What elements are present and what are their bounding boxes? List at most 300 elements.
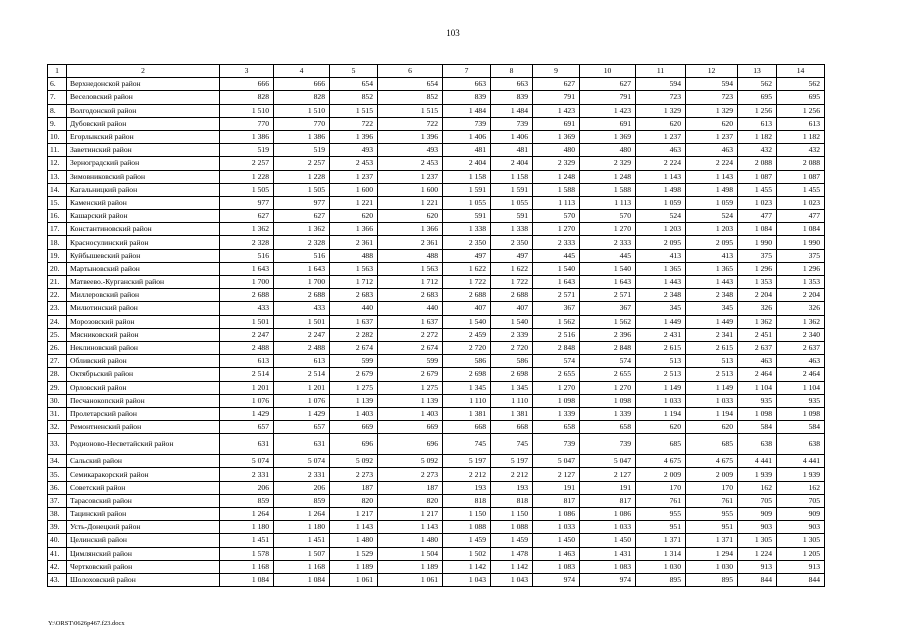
value-cell: 1 237 [330,170,378,183]
value-cell: 2 404 [491,157,533,170]
value-cell: 2 679 [378,368,443,381]
value-cell: 1 030 [636,560,686,573]
row-number: 27. [48,355,67,368]
column-header: 5 [330,65,378,78]
value-cell: 2 088 [738,157,777,170]
table-row [48,368,825,381]
value-cell: 2 328 [274,236,330,249]
value-cell: 2 655 [533,368,580,381]
value-cell: 2 720 [443,341,491,354]
value-cell: 519 [274,144,330,157]
value-cell: 1 203 [686,223,738,236]
district-name: Чертковский район [67,560,220,573]
value-cell: 1 061 [378,573,443,586]
value-cell: 1 023 [777,196,825,209]
value-cell: 440 [378,302,443,315]
value-cell: 1 087 [738,170,777,183]
value-cell: 1 515 [330,104,378,117]
value-cell: 2 095 [636,236,686,249]
value-cell: 1 275 [330,381,378,394]
value-cell: 1 463 [533,547,580,560]
value-cell: 2 257 [274,157,330,170]
column-header: 10 [580,65,636,78]
table-row [48,157,825,170]
value-cell: 2 514 [274,368,330,381]
value-cell: 1 510 [274,104,330,117]
value-cell: 2 674 [330,341,378,354]
row-number: 26. [48,341,67,354]
value-cell: 1 084 [274,573,330,586]
value-cell: 770 [220,117,274,130]
value-cell: 2 513 [686,368,738,381]
value-cell: 1 588 [533,183,580,196]
value-cell: 2 257 [220,157,274,170]
value-cell: 1 256 [738,104,777,117]
value-cell: 1 451 [220,534,274,547]
value-cell: 745 [443,434,491,455]
value-cell: 1 507 [274,547,330,560]
value-cell: 1 622 [443,262,491,275]
value-cell: 2 571 [533,289,580,302]
value-cell: 2 273 [330,468,378,481]
value-cell: 1 088 [491,521,533,534]
value-cell: 613 [738,117,777,130]
value-cell: 695 [777,91,825,104]
value-cell: 206 [220,481,274,494]
value-cell: 2 637 [738,341,777,354]
value-cell: 193 [491,481,533,494]
value-cell: 493 [378,144,443,157]
value-cell: 613 [220,355,274,368]
value-cell: 2 516 [533,328,580,341]
value-cell: 620 [636,421,686,434]
value-cell: 367 [533,302,580,315]
table-row [48,328,825,341]
value-cell: 663 [443,78,491,91]
value-cell: 1 353 [777,276,825,289]
value-cell: 1 296 [777,262,825,275]
value-cell: 433 [274,302,330,315]
column-header: 11 [636,65,686,78]
district-name: Усть-Донецкий район [67,521,220,534]
value-cell: 1 540 [491,315,533,328]
value-cell: 1 098 [777,407,825,420]
value-cell: 4 675 [686,455,738,468]
value-cell: 761 [686,494,738,507]
value-cell: 1 248 [580,170,636,183]
value-cell: 2 688 [220,289,274,302]
value-cell: 1 270 [533,223,580,236]
table-row [48,249,825,262]
value-cell: 1 055 [491,196,533,209]
value-cell: 477 [777,210,825,223]
value-cell: 2 361 [330,236,378,249]
value-cell: 497 [443,249,491,262]
value-cell: 2 127 [580,468,636,481]
value-cell: 1 502 [443,547,491,560]
value-cell: 1 396 [330,130,378,143]
table-row [48,341,825,354]
district-name: Тарасовский район [67,494,220,507]
value-cell: 620 [378,210,443,223]
value-cell: 1 643 [533,276,580,289]
value-cell: 1 221 [378,196,443,209]
value-cell: 2 451 [738,328,777,341]
value-cell: 1 182 [738,130,777,143]
value-cell: 1 139 [378,394,443,407]
district-name: Веселовский район [67,91,220,104]
value-cell: 2 720 [491,341,533,354]
value-cell: 820 [378,494,443,507]
value-cell: 1 591 [443,183,491,196]
table-row [48,302,825,315]
value-cell: 193 [443,481,491,494]
value-cell: 2 348 [686,289,738,302]
value-cell: 1 643 [220,262,274,275]
value-cell: 1 248 [533,170,580,183]
value-cell: 170 [686,481,738,494]
row-number: 14. [48,183,67,196]
value-cell: 723 [686,91,738,104]
district-name: Октябрьский район [67,368,220,381]
district-name: Миллеровский район [67,289,220,302]
value-cell: 574 [533,355,580,368]
row-number: 18. [48,236,67,249]
value-cell: 820 [330,494,378,507]
value-cell: 1 451 [274,534,330,547]
value-cell: 1 086 [533,508,580,521]
value-cell: 859 [274,494,330,507]
value-cell: 4 441 [738,455,777,468]
value-cell: 668 [443,421,491,434]
value-cell: 895 [636,573,686,586]
row-number: 42. [48,560,67,573]
column-header: 2 [67,65,220,78]
value-cell: 591 [443,210,491,223]
value-cell: 1 369 [580,130,636,143]
value-cell: 685 [686,434,738,455]
value-cell: 1 562 [533,315,580,328]
value-cell: 1 180 [220,521,274,534]
value-cell: 844 [738,573,777,586]
value-cell: 1 189 [330,560,378,573]
value-cell: 187 [330,481,378,494]
value-cell: 1 563 [330,262,378,275]
value-cell: 599 [330,355,378,368]
row-number: 41. [48,547,67,560]
value-cell: 2 329 [580,157,636,170]
value-cell: 584 [777,421,825,434]
value-cell: 1 478 [491,547,533,560]
value-cell: 5 074 [274,455,330,468]
column-header: 3 [220,65,274,78]
value-cell: 2 328 [220,236,274,249]
value-cell: 1 362 [220,223,274,236]
value-cell: 1 563 [378,262,443,275]
value-cell: 1 362 [274,223,330,236]
value-cell: 1 149 [636,381,686,394]
value-cell: 859 [220,494,274,507]
value-cell: 1 700 [220,276,274,289]
value-cell: 2 350 [491,236,533,249]
value-cell: 1 637 [378,315,443,328]
value-cell: 613 [274,355,330,368]
value-cell: 2 340 [777,328,825,341]
column-header: 6 [378,65,443,78]
value-cell: 1 098 [738,407,777,420]
value-cell: 170 [636,481,686,494]
row-number: 34. [48,455,67,468]
district-name: Песчанокопский район [67,394,220,407]
table-row [48,117,825,130]
value-cell: 1 023 [738,196,777,209]
value-cell: 657 [274,421,330,434]
value-cell: 739 [443,117,491,130]
value-cell: 463 [686,144,738,157]
value-cell: 1 083 [580,560,636,573]
value-cell: 895 [686,573,738,586]
value-cell: 2 683 [378,289,443,302]
value-cell: 1 201 [274,381,330,394]
row-number: 37. [48,494,67,507]
value-cell: 586 [491,355,533,368]
value-cell: 1 270 [580,223,636,236]
value-cell: 432 [738,144,777,157]
table-row [48,236,825,249]
value-cell: 206 [274,481,330,494]
value-cell: 974 [580,573,636,586]
value-cell: 1 142 [443,560,491,573]
value-cell: 1 139 [330,394,378,407]
district-name: Цимлянский район [67,547,220,560]
column-header: 13 [738,65,777,78]
value-cell: 828 [220,91,274,104]
value-cell: 1 143 [636,170,686,183]
value-cell: 722 [330,117,378,130]
value-cell: 761 [636,494,686,507]
value-cell: 1 270 [580,381,636,394]
value-cell: 2 464 [777,368,825,381]
table-row [48,394,825,407]
value-cell: 524 [636,210,686,223]
district-name: Родионово-Несветайский район [67,434,220,455]
value-cell: 2 674 [378,341,443,354]
value-cell: 5 197 [443,455,491,468]
value-cell: 666 [220,78,274,91]
value-cell: 1 158 [491,170,533,183]
value-cell: 2 333 [533,236,580,249]
column-header: 7 [443,65,491,78]
value-cell: 1 345 [443,381,491,394]
value-cell: 599 [378,355,443,368]
value-cell: 1 338 [443,223,491,236]
value-cell: 2 341 [686,328,738,341]
value-cell: 2 698 [443,368,491,381]
district-name: Зимовниковский район [67,170,220,183]
district-name: Кагальницкий район [67,183,220,196]
value-cell: 913 [777,560,825,573]
value-cell: 493 [330,144,378,157]
value-cell: 1 459 [491,534,533,547]
value-cell: 1 712 [330,276,378,289]
value-cell: 2 273 [378,468,443,481]
value-cell: 1 578 [220,547,274,560]
row-number: 35. [48,468,67,481]
value-cell: 1 484 [491,104,533,117]
table-row [48,104,825,117]
value-cell: 1 431 [580,547,636,560]
value-cell: 1 362 [738,315,777,328]
value-cell: 1 369 [533,130,580,143]
value-cell: 2 431 [636,328,686,341]
column-header: 9 [533,65,580,78]
value-cell: 432 [777,144,825,157]
table-row [48,494,825,507]
district-name: Красносулинский район [67,236,220,249]
row-number: 38. [48,508,67,521]
value-cell: 658 [580,421,636,434]
value-cell: 1 205 [777,547,825,560]
value-cell: 1 059 [636,196,686,209]
table-row [48,521,825,534]
value-cell: 654 [378,78,443,91]
value-cell: 839 [443,91,491,104]
value-cell: 326 [738,302,777,315]
value-cell: 1 158 [443,170,491,183]
value-cell: 5 047 [580,455,636,468]
value-cell: 1 371 [636,534,686,547]
value-cell: 1 423 [533,104,580,117]
value-cell: 1 381 [491,407,533,420]
value-cell: 666 [274,78,330,91]
row-number: 32. [48,421,67,434]
value-cell: 1 033 [533,521,580,534]
value-cell: 723 [636,91,686,104]
value-cell: 2 331 [274,468,330,481]
district-name: Целинский район [67,534,220,547]
value-cell: 627 [580,78,636,91]
value-cell: 705 [777,494,825,507]
value-cell: 591 [491,210,533,223]
value-cell: 1 622 [491,262,533,275]
value-cell: 2 683 [330,289,378,302]
table-row [48,468,825,481]
value-cell: 791 [533,91,580,104]
value-cell: 2 009 [636,468,686,481]
value-cell: 463 [777,355,825,368]
value-cell: 2 571 [580,289,636,302]
value-cell: 1 338 [491,223,533,236]
value-cell: 1 228 [274,170,330,183]
row-number: 8. [48,104,67,117]
value-cell: 2 655 [580,368,636,381]
value-cell: 1 086 [580,508,636,521]
value-cell: 2 350 [443,236,491,249]
value-cell: 2 361 [378,236,443,249]
district-name: Куйбышевский район [67,249,220,262]
district-name: Сальский район [67,455,220,468]
value-cell: 2 333 [580,236,636,249]
value-cell: 1 365 [686,262,738,275]
value-cell: 2 348 [636,289,686,302]
value-cell: 488 [378,249,443,262]
value-cell: 722 [378,117,443,130]
row-number: 17. [48,223,67,236]
value-cell: 1 084 [220,573,274,586]
value-cell: 1 588 [580,183,636,196]
value-cell: 1 076 [274,394,330,407]
value-cell: 1 403 [330,407,378,420]
value-cell: 1 110 [491,394,533,407]
row-number: 29. [48,381,67,394]
table-row [48,407,825,420]
district-name: Неклиновский район [67,341,220,354]
value-cell: 839 [491,91,533,104]
value-cell: 187 [378,481,443,494]
value-cell: 2 698 [491,368,533,381]
value-cell: 1 406 [491,130,533,143]
value-cell: 1 182 [777,130,825,143]
value-cell: 1 270 [533,381,580,394]
value-cell: 1 501 [274,315,330,328]
value-cell: 903 [738,521,777,534]
value-cell: 691 [533,117,580,130]
row-number: 12. [48,157,67,170]
table-row [48,183,825,196]
value-cell: 668 [491,421,533,434]
district-name: Егорлыкский район [67,130,220,143]
value-cell: 909 [777,508,825,521]
district-name: Пролетарский район [67,407,220,420]
row-number: 7. [48,91,67,104]
value-cell: 594 [686,78,738,91]
row-number: 16. [48,210,67,223]
value-cell: 5 092 [330,455,378,468]
value-cell: 1 189 [378,560,443,573]
value-cell: 570 [533,210,580,223]
value-cell: 407 [491,302,533,315]
value-cell: 2 488 [220,341,274,354]
value-cell: 1 088 [443,521,491,534]
value-cell: 463 [738,355,777,368]
value-cell: 1 396 [378,130,443,143]
value-cell: 2 514 [220,368,274,381]
row-number: 9. [48,117,67,130]
value-cell: 4 441 [777,455,825,468]
value-cell: 1 510 [220,104,274,117]
value-cell: 669 [378,421,443,434]
row-number: 19. [48,249,67,262]
value-cell: 1 504 [378,547,443,560]
value-cell: 1 450 [580,534,636,547]
value-cell: 1 505 [274,183,330,196]
value-cell: 1 429 [220,407,274,420]
value-cell: 638 [738,434,777,455]
value-cell: 951 [636,521,686,534]
value-cell: 513 [686,355,738,368]
table-row [48,210,825,223]
value-cell: 1 498 [636,183,686,196]
value-cell: 1 540 [443,315,491,328]
value-cell: 2 464 [738,368,777,381]
table-row [48,534,825,547]
value-cell: 1 386 [274,130,330,143]
value-cell: 613 [777,117,825,130]
value-cell: 5 047 [533,455,580,468]
value-cell: 586 [443,355,491,368]
value-cell: 570 [580,210,636,223]
value-cell: 1 033 [686,394,738,407]
